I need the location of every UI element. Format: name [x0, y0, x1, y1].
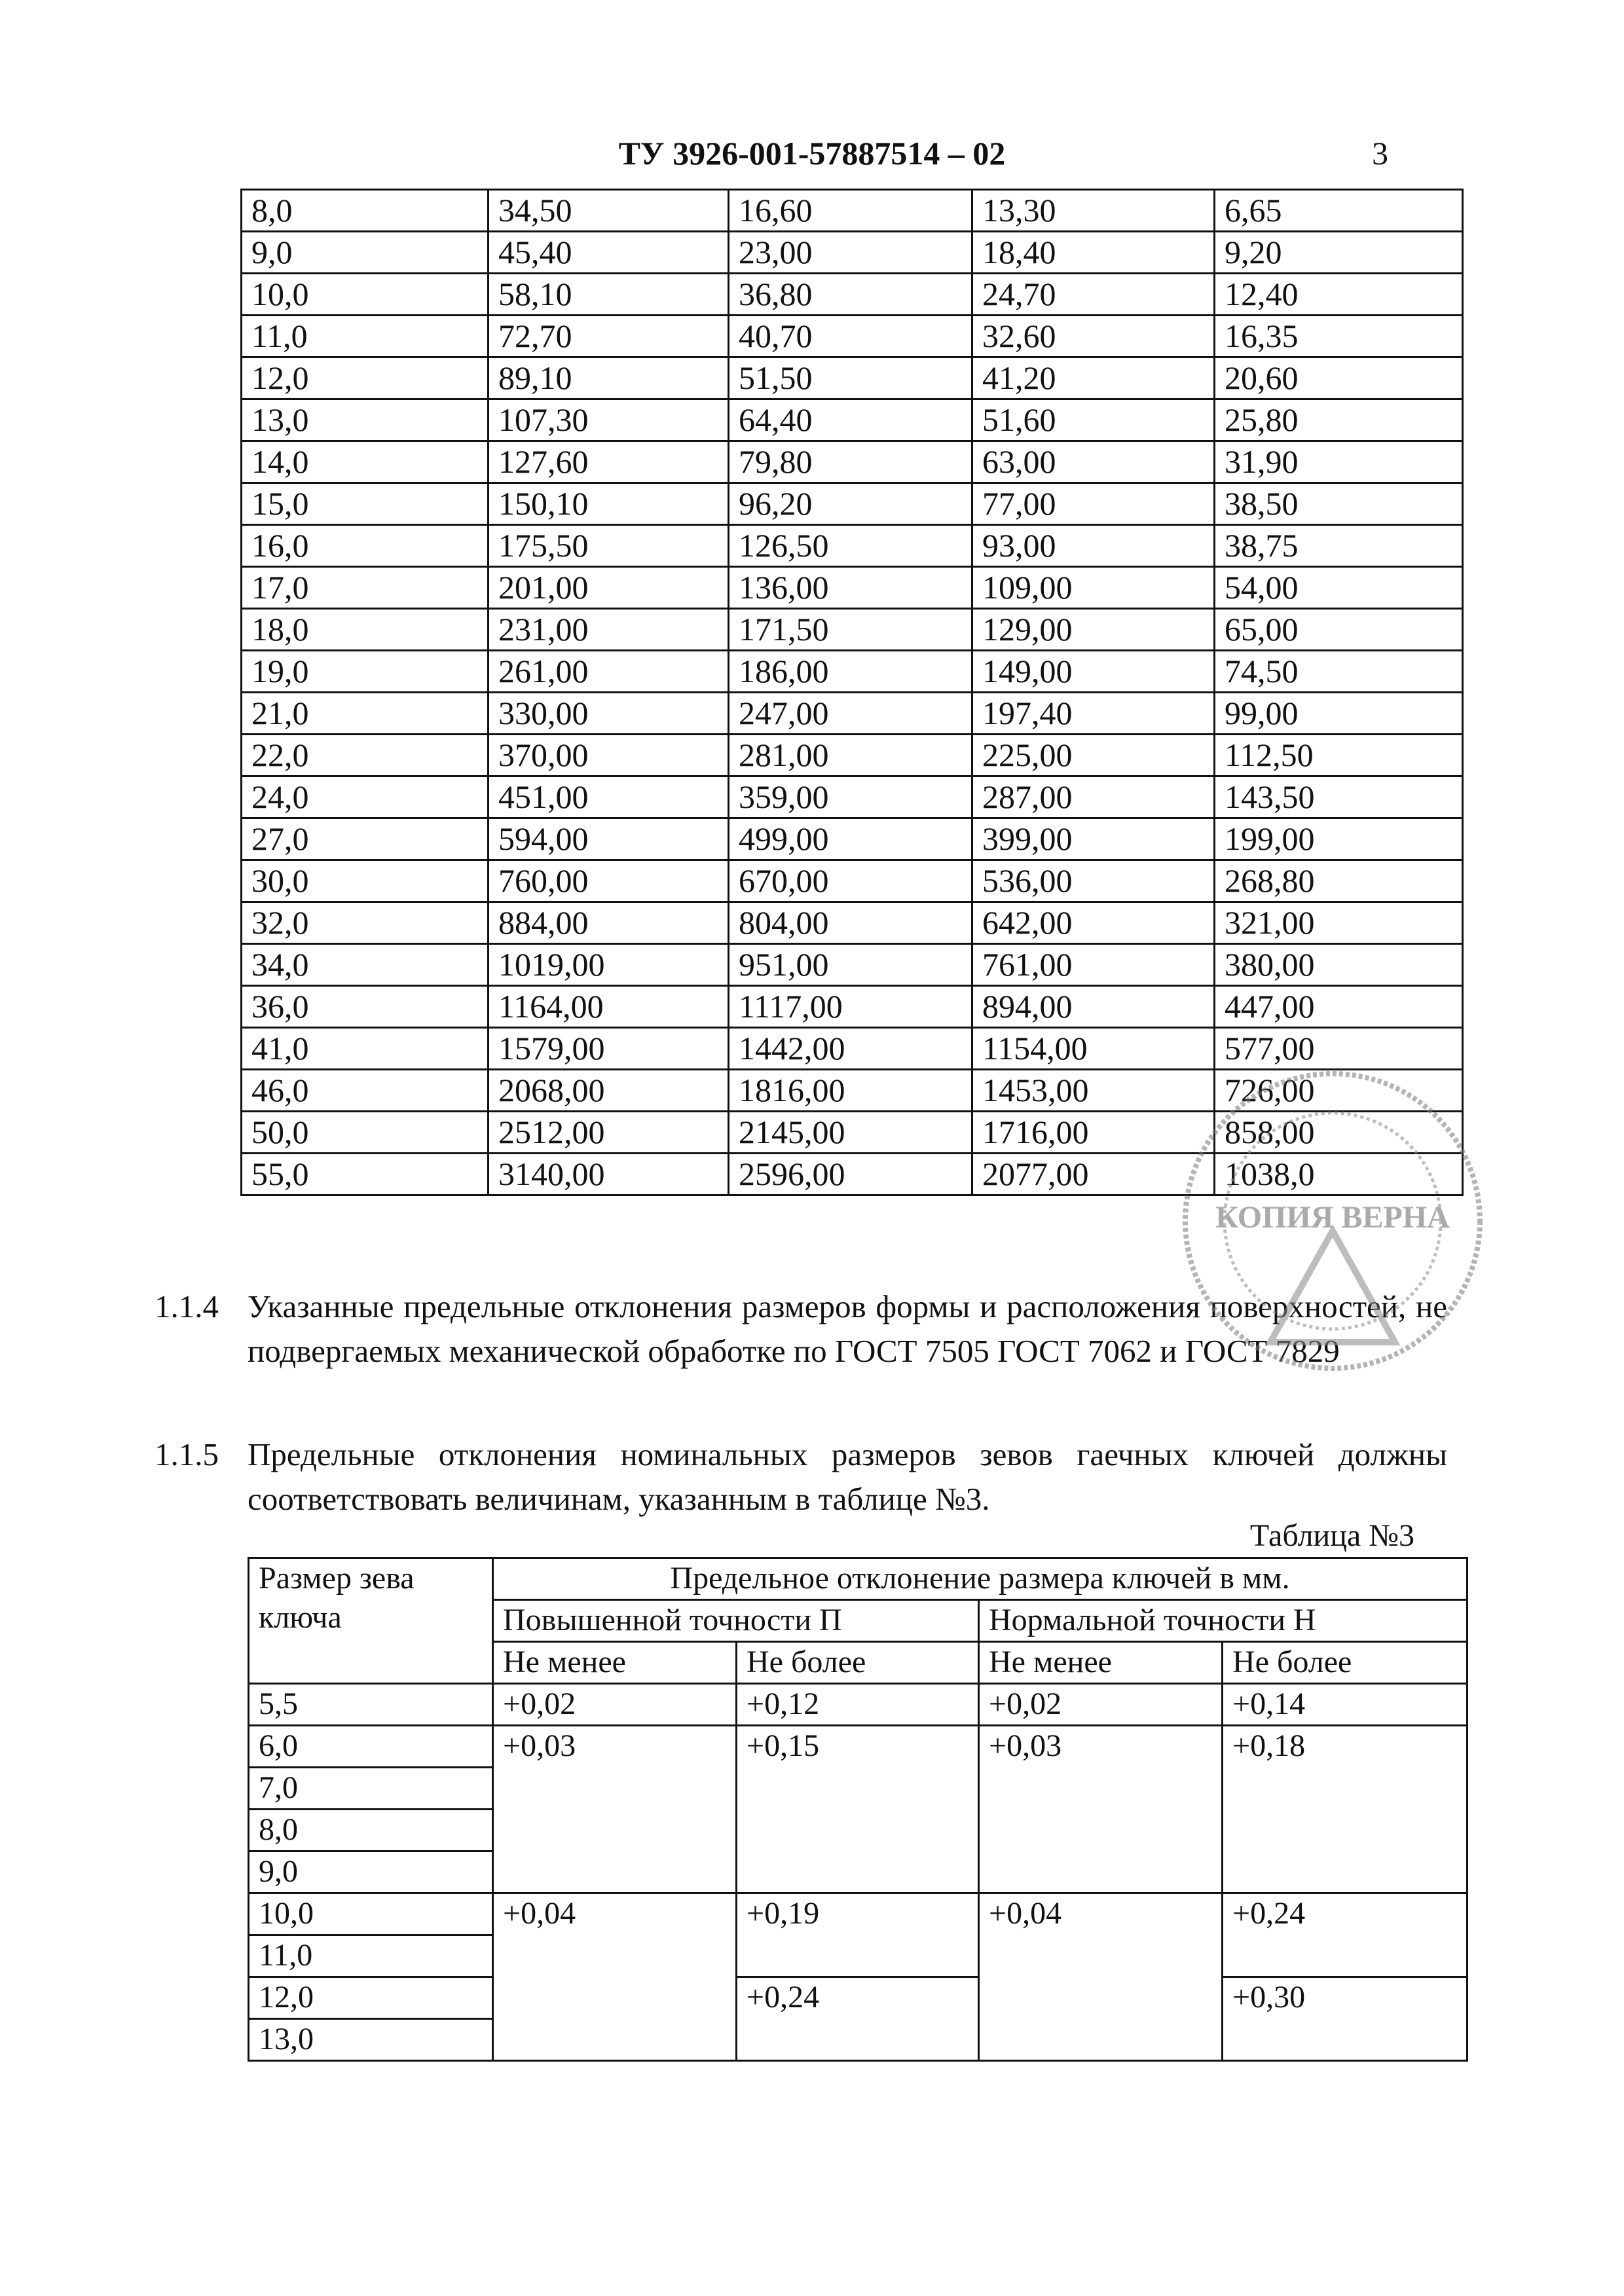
value-cell-1: 231,00	[489, 609, 729, 651]
table-row	[242, 651, 1463, 693]
value-cell-4: 25,80	[1215, 399, 1463, 441]
table-row	[242, 776, 1463, 818]
value-cell-2: 186,00	[729, 651, 972, 693]
value-cell-3: 536,00	[972, 860, 1215, 902]
value-cell-1: 1579,00	[489, 1028, 729, 1070]
value-cell-4: 447,00	[1215, 986, 1463, 1028]
size-cell: 13,0	[249, 2019, 493, 2061]
value-cell-2: 36,80	[729, 274, 972, 316]
header-size: Размер зева ключа	[249, 1558, 493, 1684]
value-cell-3: 24,70	[972, 274, 1215, 316]
value-cell-2: 171,50	[729, 609, 972, 651]
value-cell-4: 199,00	[1215, 818, 1463, 860]
size-cell: 21,0	[242, 693, 489, 735]
n-min-cell: +0,02	[979, 1684, 1223, 1726]
table-row	[242, 609, 1463, 651]
n-max-cell: +0,18	[1223, 1726, 1467, 1893]
table-row	[242, 818, 1463, 860]
value-cell-3: 93,00	[972, 525, 1215, 567]
value-cell-4: 143,50	[1215, 776, 1463, 818]
value-cell-2: 51,50	[729, 357, 972, 399]
value-cell-2: 2596,00	[729, 1154, 972, 1195]
table-row	[242, 1028, 1463, 1070]
value-cell-2: 1816,00	[729, 1070, 972, 1112]
p-max-cell: +0,24	[737, 1977, 979, 2061]
value-cell-1: 3140,00	[489, 1154, 729, 1195]
value-cell-3: 225,00	[972, 735, 1215, 776]
value-cell-1: 1019,00	[489, 944, 729, 986]
n-min-cell: +0,04	[979, 1893, 1223, 2061]
value-cell-3: 77,00	[972, 483, 1215, 525]
value-cell-1: 201,00	[489, 567, 729, 609]
value-cell-2: 359,00	[729, 776, 972, 818]
size-cell: 11,0	[249, 1935, 493, 1977]
size-cell: 10,0	[249, 1893, 493, 1935]
header-n-max: Не более	[1223, 1642, 1467, 1684]
value-cell-1: 34,50	[489, 190, 729, 232]
p-min-cell: +0,02	[493, 1684, 737, 1726]
size-cell: 24,0	[242, 776, 489, 818]
value-cell-2: 499,00	[729, 818, 972, 860]
value-cell-2: 79,80	[729, 441, 972, 483]
table-row	[242, 902, 1463, 944]
value-cell-3: 149,00	[972, 651, 1215, 693]
value-cell-1: 127,60	[489, 441, 729, 483]
size-cell: 50,0	[242, 1112, 489, 1154]
value-cell-3: 41,20	[972, 357, 1215, 399]
document-header: ТУ 3926-001-57887514 – 02	[618, 135, 1006, 172]
table-row	[242, 735, 1463, 776]
value-cell-2: 64,40	[729, 399, 972, 441]
size-cell: 8,0	[249, 1810, 493, 1851]
value-cell-4: 54,00	[1215, 567, 1463, 609]
table-row	[242, 190, 1463, 232]
header-n-min: Не менее	[979, 1642, 1223, 1684]
size-cell: 8,0	[242, 190, 489, 232]
size-cell: 6,0	[249, 1726, 493, 1768]
value-cell-1: 1164,00	[489, 986, 729, 1028]
paragraph-text: Предельные отклонения номинальных размеров зевов гаечных ключей должны соответствовать величинам, указанным в таблице №3.	[248, 1436, 1447, 1517]
value-cell-2: 40,70	[729, 316, 972, 357]
n-max-cell: +0,24	[1223, 1893, 1467, 1977]
value-cell-3: 2077,00	[972, 1154, 1215, 1195]
value-cell-4: 20,60	[1215, 357, 1463, 399]
table-row	[242, 232, 1463, 274]
value-cell-4: 858,00	[1215, 1112, 1463, 1154]
value-cell-3: 32,60	[972, 316, 1215, 357]
table-row	[242, 567, 1463, 609]
size-cell: 34,0	[242, 944, 489, 986]
value-cell-1: 89,10	[489, 357, 729, 399]
p-max-cell: +0,15	[737, 1726, 979, 1893]
table-row	[242, 441, 1463, 483]
value-cell-3: 1453,00	[972, 1070, 1215, 1112]
table-row	[242, 525, 1463, 567]
value-cell-2: 23,00	[729, 232, 972, 274]
size-cell: 13,0	[242, 399, 489, 441]
size-cell: 32,0	[242, 902, 489, 944]
value-cell-1: 451,00	[489, 776, 729, 818]
size-cell: 22,0	[242, 735, 489, 776]
value-cell-1: 72,70	[489, 316, 729, 357]
size-cell: 9,0	[249, 1851, 493, 1893]
size-cell: 55,0	[242, 1154, 489, 1195]
value-cell-3: 18,40	[972, 232, 1215, 274]
value-cell-4: 65,00	[1215, 609, 1463, 651]
torque-table	[240, 189, 1464, 1196]
table-row	[242, 944, 1463, 986]
table-caption: Таблица №3	[1249, 1518, 1414, 1553]
value-cell-3: 399,00	[972, 818, 1215, 860]
table-row	[242, 693, 1463, 735]
value-cell-2: 1442,00	[729, 1028, 972, 1070]
size-cell: 11,0	[242, 316, 489, 357]
value-cell-4: 112,50	[1215, 735, 1463, 776]
value-cell-3: 129,00	[972, 609, 1215, 651]
value-cell-1: 261,00	[489, 651, 729, 693]
value-cell-4: 6,65	[1215, 190, 1463, 232]
value-cell-2: 951,00	[729, 944, 972, 986]
value-cell-1: 594,00	[489, 818, 729, 860]
value-cell-4: 38,50	[1215, 483, 1463, 525]
value-cell-2: 1117,00	[729, 986, 972, 1028]
size-cell: 18,0	[242, 609, 489, 651]
header-precision-p: Повышенной точности П	[493, 1600, 979, 1642]
size-cell: 17,0	[242, 567, 489, 609]
size-cell: 16,0	[242, 525, 489, 567]
size-cell: 5,5	[249, 1684, 493, 1726]
value-cell-1: 58,10	[489, 274, 729, 316]
value-cell-4: 577,00	[1215, 1028, 1463, 1070]
table-row	[242, 986, 1463, 1028]
size-cell: 30,0	[242, 860, 489, 902]
table-row	[242, 274, 1463, 316]
table-row	[242, 483, 1463, 525]
size-cell: 9,0	[242, 232, 489, 274]
value-cell-2: 2145,00	[729, 1112, 972, 1154]
svg-text:КОПИЯ ВЕРНА: КОПИЯ ВЕРНА	[1215, 1200, 1450, 1235]
size-cell: 12,0	[242, 357, 489, 399]
value-cell-4: 321,00	[1215, 902, 1463, 944]
header-p-min: Не менее	[493, 1642, 737, 1684]
size-cell: 27,0	[242, 818, 489, 860]
value-cell-3: 109,00	[972, 567, 1215, 609]
value-cell-4: 38,75	[1215, 525, 1463, 567]
n-max-cell: +0,14	[1223, 1684, 1467, 1726]
value-cell-2: 16,60	[729, 190, 972, 232]
value-cell-4: 74,50	[1215, 651, 1463, 693]
value-cell-3: 51,60	[972, 399, 1215, 441]
value-cell-4: 12,40	[1215, 274, 1463, 316]
table-row	[242, 399, 1463, 441]
value-cell-2: 247,00	[729, 693, 972, 735]
value-cell-1: 2068,00	[489, 1070, 729, 1112]
value-cell-2: 136,00	[729, 567, 972, 609]
size-cell: 15,0	[242, 483, 489, 525]
value-cell-4: 9,20	[1215, 232, 1463, 274]
value-cell-2: 804,00	[729, 902, 972, 944]
value-cell-1: 175,50	[489, 525, 729, 567]
value-cell-3: 63,00	[972, 441, 1215, 483]
value-cell-1: 884,00	[489, 902, 729, 944]
size-cell: 14,0	[242, 441, 489, 483]
size-cell: 46,0	[242, 1070, 489, 1112]
value-cell-4: 31,90	[1215, 441, 1463, 483]
size-cell: 19,0	[242, 651, 489, 693]
value-cell-3: 1716,00	[972, 1112, 1215, 1154]
tolerance-table	[248, 1557, 1468, 2062]
size-cell: 7,0	[249, 1768, 493, 1810]
value-cell-4: 1038,0	[1215, 1154, 1463, 1195]
value-cell-2: 126,50	[729, 525, 972, 567]
paragraph-text: Указанные предельные отклонения размеров формы и расположения поверхностей, не подвергаемых механической обработке по ГОСТ 7505 ГОСТ 7062 и ГОСТ 7829	[248, 1288, 1447, 1369]
header-p-max: Не более	[737, 1642, 979, 1684]
paragraph-number: 1.1.4	[155, 1288, 219, 1324]
table-row	[242, 357, 1463, 399]
size-cell: 36,0	[242, 986, 489, 1028]
page-number: 3	[1372, 135, 1388, 172]
value-cell-3: 642,00	[972, 902, 1215, 944]
value-cell-4: 99,00	[1215, 693, 1463, 735]
header-precision-n: Нормальной точности Н	[979, 1600, 1467, 1642]
table-row	[242, 316, 1463, 357]
n-min-cell: +0,03	[979, 1726, 1223, 1893]
value-cell-1: 330,00	[489, 693, 729, 735]
value-cell-4: 268,80	[1215, 860, 1463, 902]
value-cell-1: 760,00	[489, 860, 729, 902]
value-cell-3: 894,00	[972, 986, 1215, 1028]
header-main: Предельное отклонение размера ключей в мм.	[493, 1558, 1467, 1600]
value-cell-1: 370,00	[489, 735, 729, 776]
value-cell-2: 670,00	[729, 860, 972, 902]
size-cell: 41,0	[242, 1028, 489, 1070]
p-min-cell: +0,04	[493, 1893, 737, 2061]
p-min-cell: +0,03	[493, 1726, 737, 1893]
size-cell: 12,0	[249, 1977, 493, 2019]
value-cell-3: 287,00	[972, 776, 1215, 818]
value-cell-2: 96,20	[729, 483, 972, 525]
value-cell-1: 45,40	[489, 232, 729, 274]
size-cell: 10,0	[242, 274, 489, 316]
value-cell-3: 197,40	[972, 693, 1215, 735]
value-cell-4: 726,00	[1215, 1070, 1463, 1112]
n-max-cell: +0,30	[1223, 1977, 1467, 2061]
value-cell-3: 13,30	[972, 190, 1215, 232]
paragraph-number: 1.1.5	[155, 1436, 219, 1472]
p-max-cell: +0,19	[737, 1893, 979, 1977]
value-cell-2: 281,00	[729, 735, 972, 776]
table-row	[242, 860, 1463, 902]
value-cell-1: 107,30	[489, 399, 729, 441]
value-cell-4: 380,00	[1215, 944, 1463, 986]
certification-stamp	[1179, 1067, 1486, 1375]
value-cell-1: 2512,00	[489, 1112, 729, 1154]
p-max-cell: +0,12	[737, 1684, 979, 1726]
value-cell-3: 1154,00	[972, 1028, 1215, 1070]
value-cell-4: 16,35	[1215, 316, 1463, 357]
value-cell-1: 150,10	[489, 483, 729, 525]
value-cell-3: 761,00	[972, 944, 1215, 986]
